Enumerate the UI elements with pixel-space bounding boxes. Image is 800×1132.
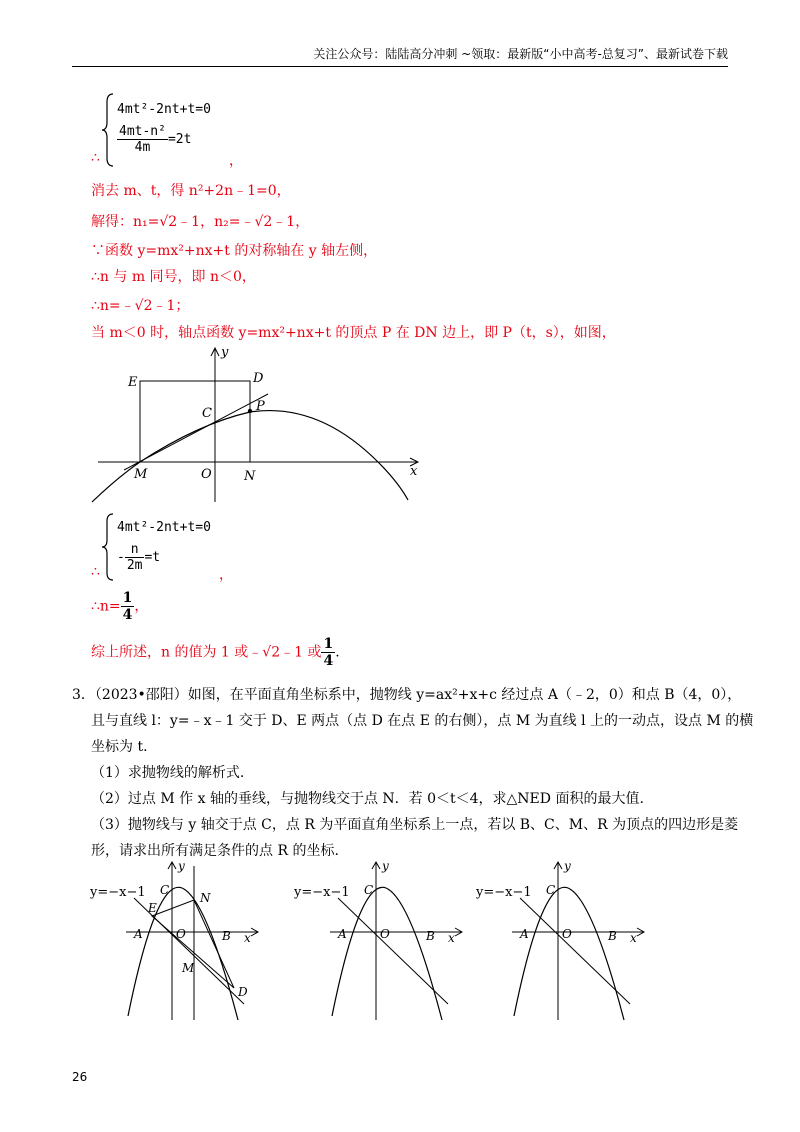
label-o: O (201, 467, 212, 482)
label-x: x (244, 931, 251, 945)
label-y: y (382, 859, 389, 873)
label-a: A (520, 927, 529, 941)
label-e: E (128, 375, 138, 390)
line-label: y=−x−1 (90, 885, 146, 900)
conclusion-frac-num: 1 (323, 636, 334, 652)
solution-line-2: 解得：n₁=√2﹣1，n₂=﹣√2﹣1， (91, 214, 310, 230)
line-l (338, 898, 448, 1004)
question3-line3: 坐标为 t. (91, 739, 148, 755)
label-b: B (426, 929, 435, 943)
figure-parabola-rectangle (88, 342, 428, 512)
label-c: C (364, 883, 374, 897)
label-x: x (630, 931, 637, 945)
system1-frac-num: 4mt-n² (119, 124, 166, 139)
system2-frac-rhs: =t (144, 550, 161, 565)
question3-part2: （2）过点 M 作 x 轴的垂线，与抛物线交于点 N．若 0＜t＜4，求△NED 面积的最大值. (91, 791, 644, 807)
parabola (332, 887, 442, 1020)
label-o: O (380, 927, 390, 941)
result-fraction (121, 590, 135, 623)
label-a: A (134, 927, 143, 941)
equation-system-2 (91, 512, 291, 582)
result-frac-den: 4 (122, 607, 133, 623)
result-frac-num: 1 (122, 590, 133, 606)
figure-q3-3 (472, 858, 652, 1028)
question3-part1: （1）求抛物线的解析式. (91, 765, 245, 781)
figure-q3-2 (290, 858, 470, 1028)
label-m: M (182, 961, 195, 975)
result-line (91, 590, 148, 623)
system1-eq1: 4mt²-2nt+t=0 (117, 102, 211, 117)
label-b: B (222, 929, 231, 943)
label-d: D (238, 985, 248, 999)
system1-frac-den: 4m (134, 140, 151, 155)
therefore-symbol: ∴ (91, 150, 100, 166)
label-y: y (221, 345, 229, 360)
system2-eq1: 4mt²-2nt+t=0 (117, 520, 211, 535)
line-label: y=−x−1 (476, 885, 532, 900)
question3-part3a: （3）抛物线与 y 轴交于点 C，点 R 为平面直角坐标系上一点，若以 B、C、M、R 为顶点的四边形是菱 (91, 817, 739, 833)
solution-line-1: 消去 m、t，得 n²+2n﹣1=0， (91, 183, 291, 199)
solution-line-5: ∴n=﹣√2﹣1； (91, 298, 190, 314)
label-c: C (202, 406, 212, 421)
label-y: y (178, 859, 185, 873)
label-y: y (564, 859, 571, 873)
label-a: A (338, 927, 347, 941)
label-c: C (160, 883, 170, 897)
label-b: B (608, 929, 617, 943)
tangent-line (124, 394, 268, 470)
question3-line1: 3．（2023•邵阳）如图，在平面直角坐标系中，抛物线 y=ax²+x+c 经过点 A（﹣2，0）和点 B（4，0）， (72, 687, 742, 703)
conclusion-prefix: 综上所述，n 的值为 1 或﹣√2﹣1 或 (91, 644, 322, 661)
parabola (514, 887, 624, 1020)
label-c: C (546, 883, 556, 897)
label-e: E (148, 901, 157, 915)
conclusion-fraction (321, 636, 335, 669)
label-x: x (410, 464, 418, 479)
label-m: M (134, 467, 148, 482)
question3-part3b: 形，请求出所有满足条件的点 R 的坐标. (91, 843, 339, 859)
label-p: P (256, 399, 265, 414)
system1-comma: ， (229, 153, 243, 169)
label-x: x (448, 931, 455, 945)
label-n: N (200, 891, 211, 905)
solution-line-6: 当 m＜0 时，轴点函数 y=mx²+nx+t 的顶点 P 在 DN 边上，即 P（t，s），如图， (91, 325, 616, 341)
equation-system-1 (91, 92, 291, 172)
system1-frac-rhs: =2t (167, 132, 192, 147)
therefore-symbol-2: ∴ (91, 564, 100, 580)
parabola (128, 887, 238, 1020)
line-label: y=−x−1 (294, 885, 350, 900)
figure-q3-1 (86, 858, 266, 1028)
label-n: N (244, 469, 256, 484)
system2-fraction (125, 542, 145, 573)
conclusion-line (91, 636, 340, 669)
header-text: 关注公众号：陆陆高分冲刺 ~领取：最新版“小中高考-总复习”、最新试卷下载 (313, 47, 728, 61)
system2-frac-num: n (125, 542, 145, 558)
result-prefix: ∴n= (91, 598, 121, 615)
conclusion-suffix: . (335, 644, 340, 661)
system2-comma: ， (219, 567, 233, 583)
system2-neg: - (117, 550, 125, 565)
page-header (72, 44, 728, 67)
page-number: 26 (72, 1070, 88, 1084)
label-o: O (562, 927, 572, 941)
left-brace-icon-2 (101, 512, 115, 582)
line-l (520, 898, 630, 1004)
point-p (248, 409, 252, 413)
conclusion-frac-den: 4 (323, 653, 334, 669)
rectangle-emdn (140, 381, 250, 462)
system2-frac-den: 2m (126, 558, 143, 573)
solution-line-4: ∴n 与 m 同号，即 n＜0， (91, 269, 256, 285)
label-o: O (176, 927, 186, 941)
left-brace-icon (101, 92, 115, 168)
solution-line-3: ∵函数 y=mx²+nx+t 的对称轴在 y 轴左侧， (91, 243, 378, 259)
question3-line2: 且与直线 l：y=﹣x﹣1 交于 D、E 两点（点 D 在点 E 的右侧），点 M 为直线 l 上的一动点，设点 M 的横 (91, 713, 754, 729)
label-d: D (253, 371, 264, 386)
result-suffix: ， (134, 598, 149, 615)
system1-fraction (117, 124, 168, 155)
